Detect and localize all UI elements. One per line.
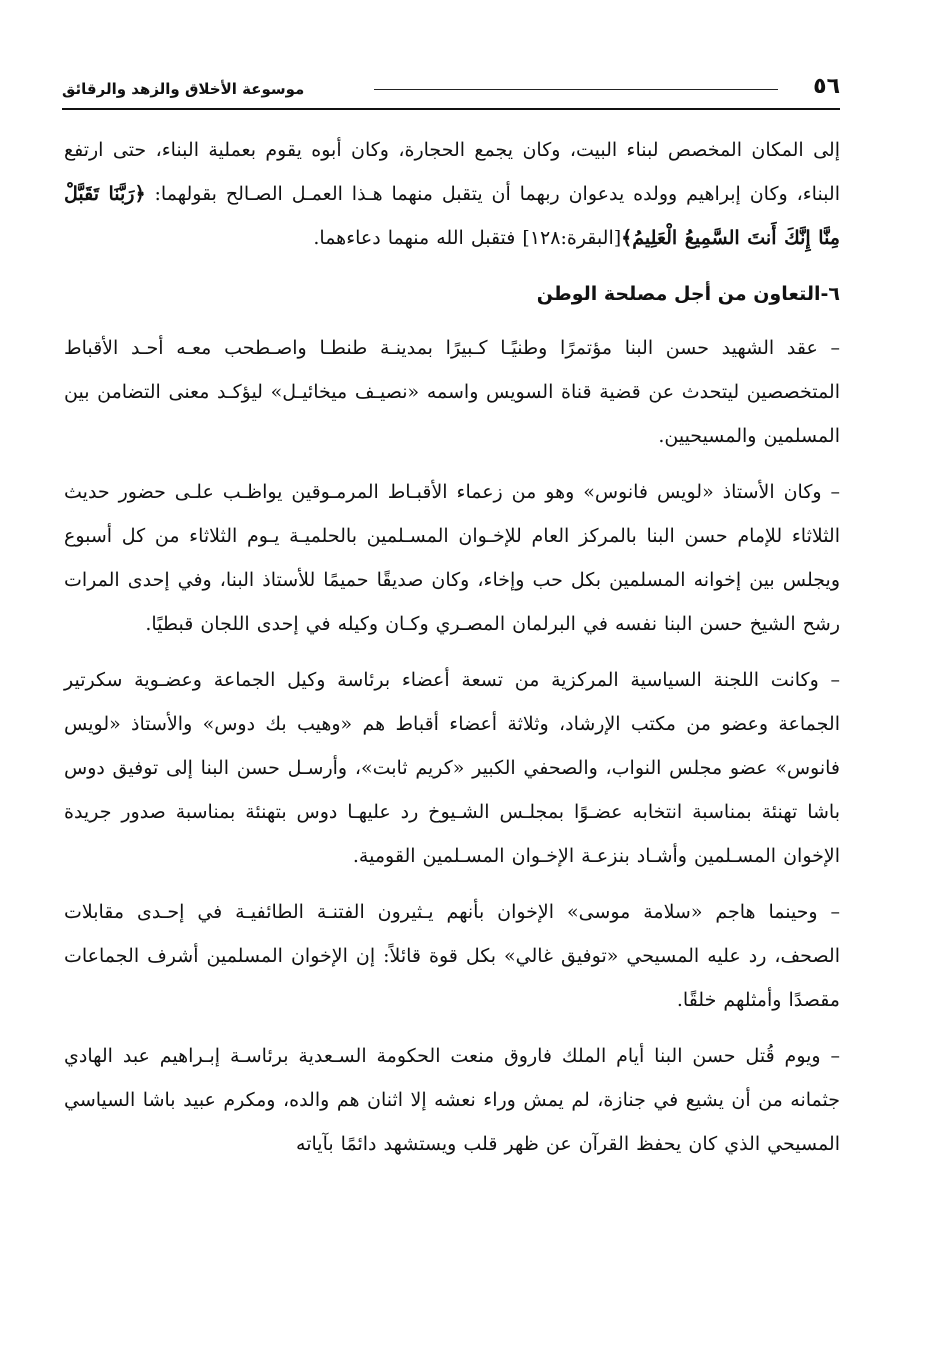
page-number: ٥٦ (813, 74, 840, 99)
paragraph-salama-moussa: – وحينما هاجم «سلامة موسى» الإخوان بأنهم يـثيرون الفتنـة الطائفيـة في إحـدى مقابلات الصحف، رد عليه المسيحي «توفيق غالي» بكل قوة قائلاً: إن الإخوان المسلمين أشرف الجماعات مقصدًا وأمثلهم خلقًا. (64, 901, 840, 1011)
section-heading: ٦-التعاون من أجل مصلحة الوطن (536, 283, 840, 305)
page-content (64, 128, 840, 1178)
header-underline (62, 108, 840, 110)
header-rule (374, 89, 778, 90)
paragraph-tanta-conference: – عقد الشهيد حسن البنا مؤتمرًا وطنيًـا كـبيرًا بمدينـة طنطـا واصـطحب معـه أحـد الأقباط المتخصصين ليتحدث عن قضية قناة السويس واسمه «نصيـف ميخائيـل» ليؤكـد معنى التضامن بين المسلمين والمسيحيين. (64, 337, 840, 447)
intro-paragraph (64, 128, 840, 260)
paragraph-funeral: – ويوم قُتل حسن البنا أيام الملك فاروق منعت الحكومة السـعدية برئاسـة إبـراهيم عبد الهادي جثمانه من أن يشيع في جنازة، لم يمش وراء نعشه إلا اثنان هم والده، ومكرم عبيد باشا السياسي المسيحي الذي كان يحفظ القرآن عن ظهر قلب ويستشهد دائمًا بآياته (64, 1045, 840, 1155)
paragraph-political-committee: – وكانت اللجنة السياسية المركزية من تسعة أعضاء برئاسة وكيل الجماعة وعضـوية سكرتير الجماعة وعضو من مكتب الإرشاد، وثلاثة أعضاء أقباط هم «وهيب بك دوس» والأستاذ «لويس فانوس» عضو مجلس النواب، والصحفي الكبير «كريم ثابت»، وأرسـل حسن البنا إلى توفيق دوس باشا تهنئة بمناسبة انتخابه عضـوًا بمجلـس الشـيوخ رد عليهـا دوس بتهنئة بمناسبة صدور جريدة الإخوان المسـلمين وأشـاد بنزعـة الإخـوان المسـلمين القومية. (64, 669, 840, 867)
intro-conclusion: فتقبل الله منهما دعاءهما. (313, 227, 523, 249)
intro-text: إلى المكان المخصص لبناء البيت، وكان يجمع الحجارة، وكان أبوه يقوم بعملية البناء، حتى ارتفع البناء، وكان إبراهيم وولده يدعوان ربهما أن يتقبل منهما هـذا العمـل الصـالح بقولهما: (64, 139, 840, 205)
quran-verse: ﴿رَبَّنَا تَقَبَّلْ مِنَّا إِنَّكَ أَنتَ السَّمِيعُ الْعَلِيمُ﴾ (64, 183, 840, 249)
running-header (62, 70, 840, 110)
paragraph-louis-fanous: – وكان الأستاذ «لويس فانوس» وهو من زعماء الأقبـاط المرمـوقين يواظـب علـى حضور حديث الثلاثاء للإمام حسن البنا بالمركز العام للإخـوان المسـلمين بالحلميـة يـوم الثلاثاء من كل أسبوع ويجلس بين إخوانه المسلمين بكل حب وإخاء، وكان صديقًا حميمًا للأستاذ البنا، وفي إحدى المرات رشح الشيخ حسن البنا نفسه في البرلمان المصـري وكـان وكيله في إحدى اللجان قبطيًا. (64, 481, 840, 635)
verse-reference: [البقرة:١٢٨] (522, 227, 622, 249)
book-title: موسوعة الأخلاق والزهد والرقائق (62, 80, 305, 98)
